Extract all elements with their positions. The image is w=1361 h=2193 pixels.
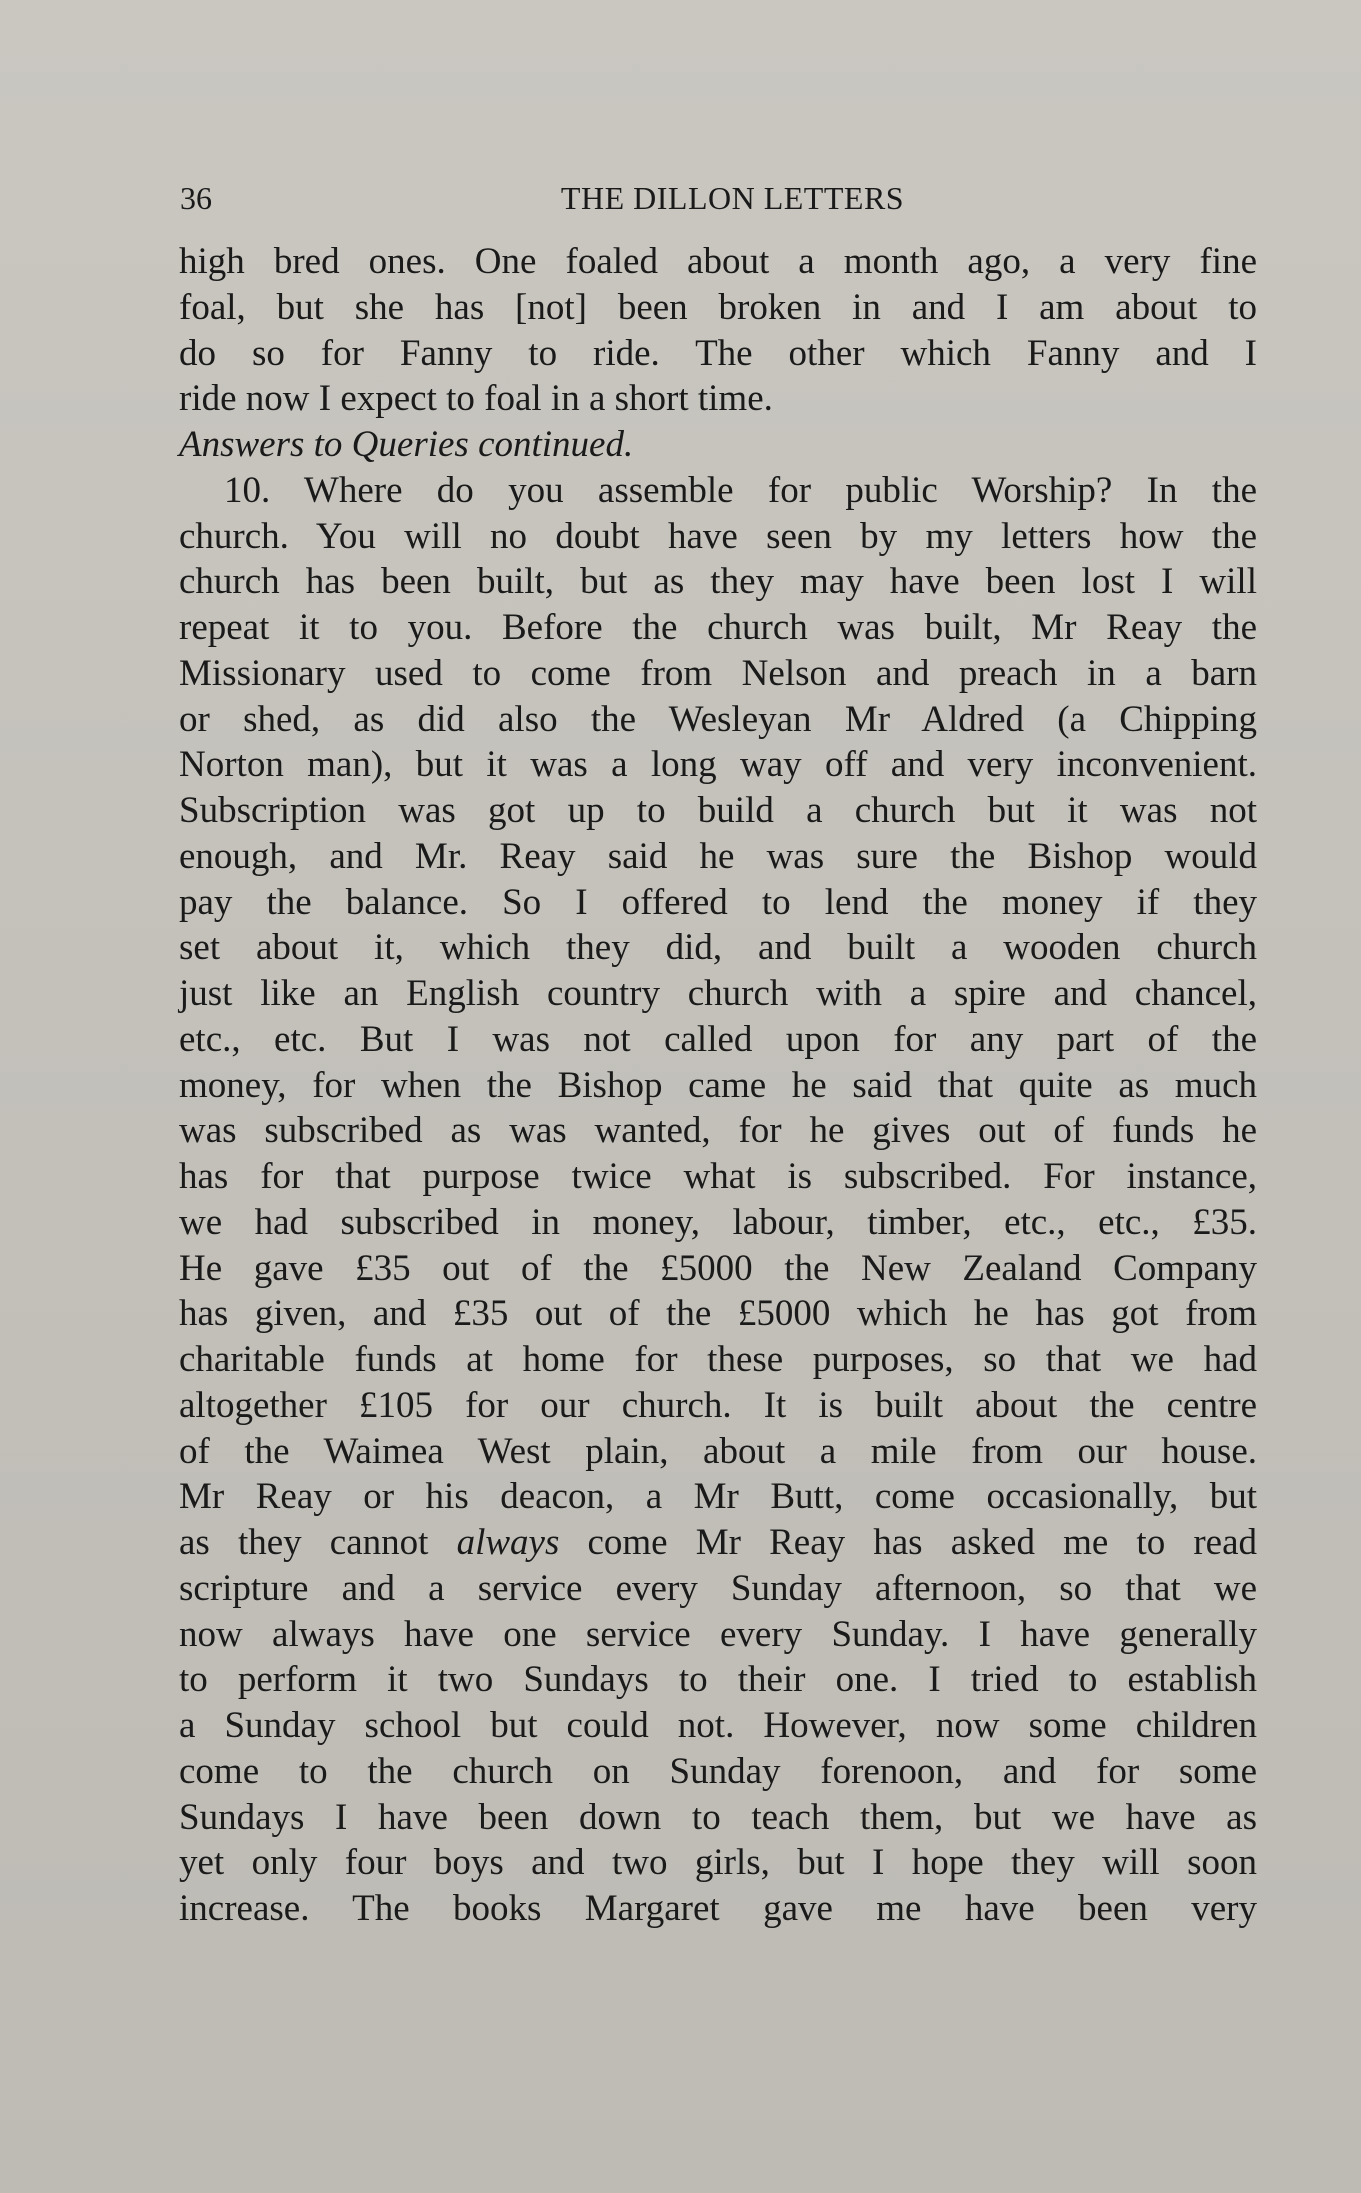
text-line: pay the balance. So I offered to lend the money if they	[179, 881, 1257, 923]
text-line: or shed, as did also the Wesleyan Mr Aldred (a Chipping	[179, 698, 1257, 740]
text-line: a Sunday school but could not. However, now some children	[179, 1705, 1257, 1746]
text-line: etc., etc. But I was not called upon for any part of the	[179, 1018, 1257, 1060]
text-line: He gave £35 out of the £5000 the New Zealand Company	[179, 1247, 1257, 1289]
text-line: now always have one service every Sunday. I have generally	[179, 1613, 1257, 1655]
text-line: do so for Fanny to ride. The other which Fanny and I	[179, 332, 1257, 374]
text-fragment: come Mr Reay has asked me to read	[559, 1522, 1257, 1563]
text-line: Missionary used to come from Nelson and preach in a barn	[179, 652, 1257, 694]
text-line: of the Waimea West plain, about a mile from our house.	[179, 1430, 1257, 1472]
text-line: repeat it to you. Before the church was built, Mr Reay the	[179, 607, 1257, 648]
text-line: altogether £105 for our church. It is built about the centre	[179, 1384, 1257, 1426]
text-line: foal, but she has [not] been broken in and I am about to	[179, 286, 1257, 328]
text-fragment: as they cannot	[179, 1522, 457, 1563]
text-line	[179, 1520, 1257, 1566]
text-line: church has been built, but as they may have been lost I will	[179, 561, 1257, 603]
running-head	[180, 176, 1255, 220]
body-text	[179, 239, 1257, 1932]
text-line: yet only four boys and two girls, but I hope they will soon	[179, 1842, 1257, 1884]
page-number: 36	[180, 180, 212, 216]
text-line: Sundays I have been down to teach them, but we have as	[179, 1796, 1257, 1838]
text-line: church. You will no doubt have seen by my letters how the	[179, 515, 1257, 557]
text-line: was subscribed as was wanted, for he gives out of funds he	[179, 1110, 1257, 1152]
text-line: come to the church on Sunday forenoon, and for some	[179, 1750, 1257, 1792]
text-line: has given, and £35 out of the £5000 which he has got from	[179, 1293, 1257, 1335]
text-line: has for that purpose twice what is subscribed. For instance,	[179, 1156, 1257, 1197]
text-line: scripture and a service every Sunday afternoon, so that we	[179, 1567, 1257, 1609]
text-line: just like an English country church with a spire and chancel,	[179, 973, 1257, 1014]
text-line: we had subscribed in money, labour, timber, etc., etc., £35.	[179, 1201, 1257, 1243]
text-line: 10. Where do you assemble for public Worship? In the	[224, 469, 1257, 511]
text-line: charitable funds at home for these purposes, so that we had	[179, 1339, 1257, 1380]
text-line: set about it, which they did, and built a wooden church	[179, 927, 1257, 969]
text-line: enough, and Mr. Reay said he was sure the Bishop would	[179, 835, 1257, 877]
text-line: Subscription was got up to build a church but it was not	[179, 790, 1257, 831]
text-line: ride now I expect to foal in a short time.	[179, 378, 773, 420]
text-line: high bred ones. One foaled about a month ago, a very fine	[179, 241, 1257, 282]
section-heading: Answers to Queries continued.	[179, 424, 634, 465]
emphasis-text: always	[456, 1522, 560, 1563]
text-line: to perform it two Sundays to their one. I tried to establish	[179, 1659, 1257, 1701]
running-title: THE DILLON LETTERS	[560, 180, 905, 216]
text-line: money, for when the Bishop came he said that quite as much	[179, 1064, 1257, 1106]
text-line: Mr Reay or his deacon, a Mr Butt, come occasionally, but	[179, 1476, 1257, 1518]
text-line: increase. The books Margaret gave me have been very	[179, 1888, 1257, 1929]
text-line: Norton man), but it was a long way off and very inconvenient.	[179, 744, 1257, 786]
